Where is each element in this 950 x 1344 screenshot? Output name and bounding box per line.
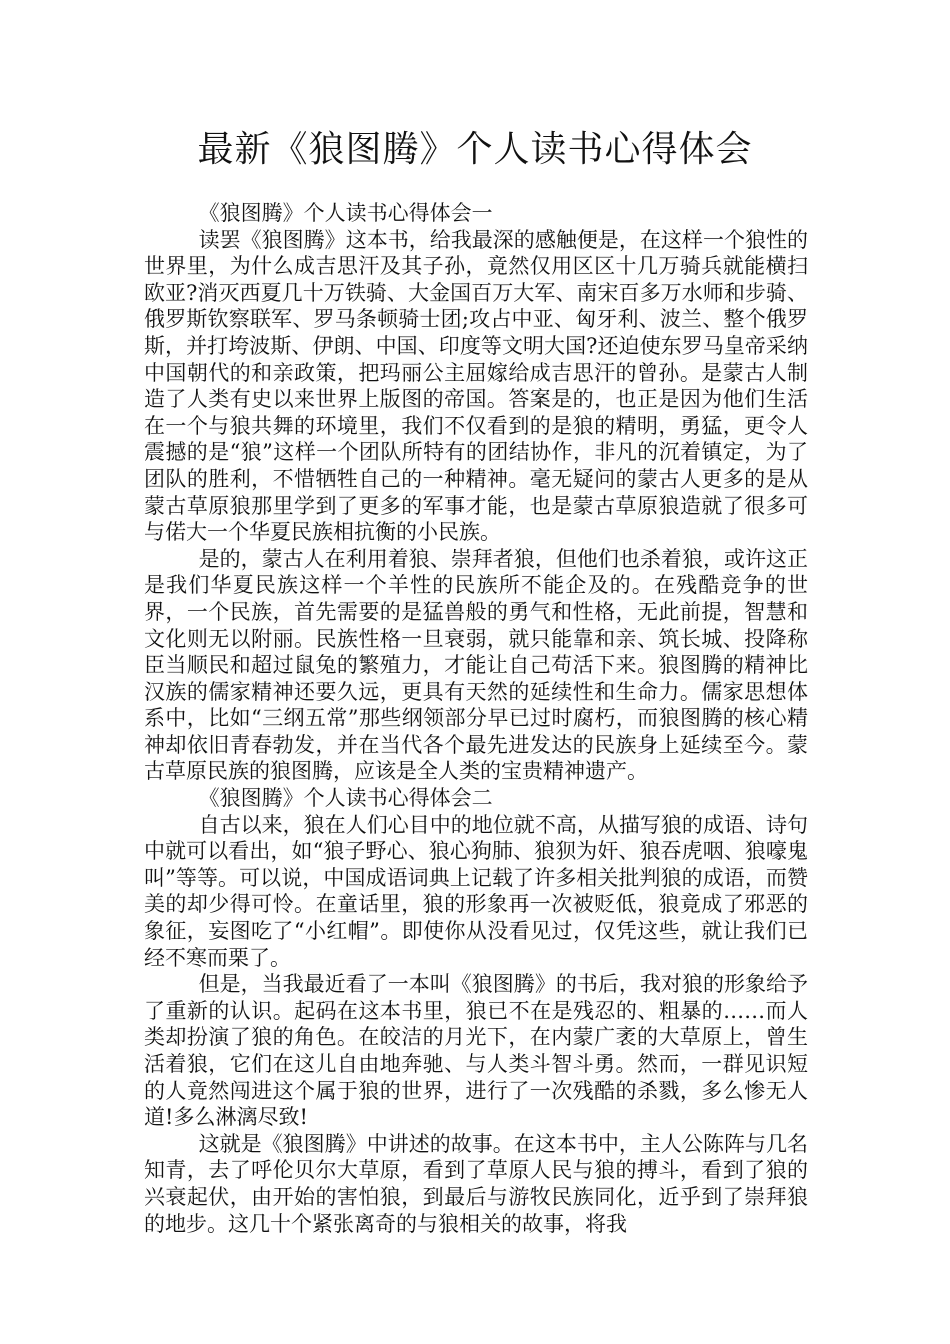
document-body	[144, 200, 808, 1237]
document-title: 最新《狼图腾》个人读书心得体会	[197, 129, 753, 170]
section-heading-1: 《狼图腾》个人读书心得体会一	[198, 201, 493, 225]
paragraph: 自古以来，狼在人们心目中的地位就不高，从描写狼的成语、诗句中就可以看出，如“狼子野心、狼心狗肺、狼狈为奸、狼吞虎咽、狼嚎鬼叫”等等。可以说，中国成语词典上记载了许多相关批判狼的成语，而赞美的却少得可怜。在童话里，狼的形象再一次被贬低，狼竟成了邪恶的象征，妄图吃了“小红帽”。即使你从没看见过，仅凭这些，就让我们已经不寒而栗了。	[144, 812, 808, 970]
paragraph: 这就是《狼图腾》中讲述的故事。在这本书中，主人公陈阵与几名知青，去了呼伦贝尔大草原，看到了草原人民与狼的搏斗，看到了狼的兴衰起伏，由开始的害怕狼，到最后与游牧民族同化，近乎到了崇拜狼的地步。这几十个紧张离奇的与狼相关的故事，将我	[144, 1131, 808, 1236]
section-heading-2: 《狼图腾》个人读书心得体会二	[198, 786, 493, 811]
paragraph: 读罢《狼图腾》这本书，给我最深的感触便是，在这样一个狼性的世界里，为什么成吉思汗及其子孙，竟然仅用区区十几万骑兵就能横扫欧亚?消灭西夏几十万铁骑、大金国百万大军、南宋百多万水师和步骑、俄罗斯钦察联军、罗马条顿骑士团;攻占中亚、匈牙利、波兰、整个俄罗斯，并打垮波斯、伊朗、中国、印度等文明大国?还迫使东罗马皇帝采纳中国朝代的和亲政策，把玛丽公主屈嫁给成吉思汗的曾孙。是蒙古人制造了人类有史以来世界上版图的帝国。答案是的，也正是因为他们生活在一个与狼共舞的环境里，我们不仅看到的是狼的精明，勇猛，更令人震撼的是“狼”这样一个团队所特有的团结协作，非凡的沉着镇定，为了团队的胜利，不惜牺牲自己的一种精神。毫无疑问的蒙古人更多的是从蒙古草原狼那里学到了更多的军事才能，也是蒙古草原狼造就了很多可与偌大一个华夏民族相抗衡的小民族。	[144, 227, 808, 545]
paragraph: 但是，当我最近看了一本叫《狼图腾》的书后，我对狼的形象给予了重新的认识。起码在这本书里，狼已不在是残忍的、粗暴的……而人类却扮演了狼的角色。在皎洁的月光下，在内蒙广袤的大草原上，曾生活着狼，它们在这儿自由地奔驰、与人类斗智斗勇。然而，一群见识短的人竟然闯进这个属于狼的世界，进行了一次残酷的杀戮，多么惨无人道!多么淋漓尽致!	[144, 972, 808, 1130]
paragraph: 是的，蒙古人在利用着狼、崇拜者狼，但他们也杀着狼，或许这正是我们华夏民族这样一个羊性的民族所不能企及的。在残酷竞争的世界，一个民族，首先需要的是猛兽般的勇气和性格，无此前提，智慧和文化则无以附丽。民族性格一旦衰弱，就只能靠和亲、筑长城、投降称臣当顺民和超过鼠兔的繁殖力，才能让自己苟活下来。狼图腾的精神比汉族的儒家精神还要久远，更具有天然的延续性和生命力。儒家思想体系中，比如“三纲五常”那些纲领部分早已过时腐朽，而狼图腾的核心精神却依旧青春勃发，并在当代各个最先进发达的民族身上延续至今。蒙古草原民族的狼图腾，应该是全人类的宝贵精神遗产。	[144, 546, 808, 784]
